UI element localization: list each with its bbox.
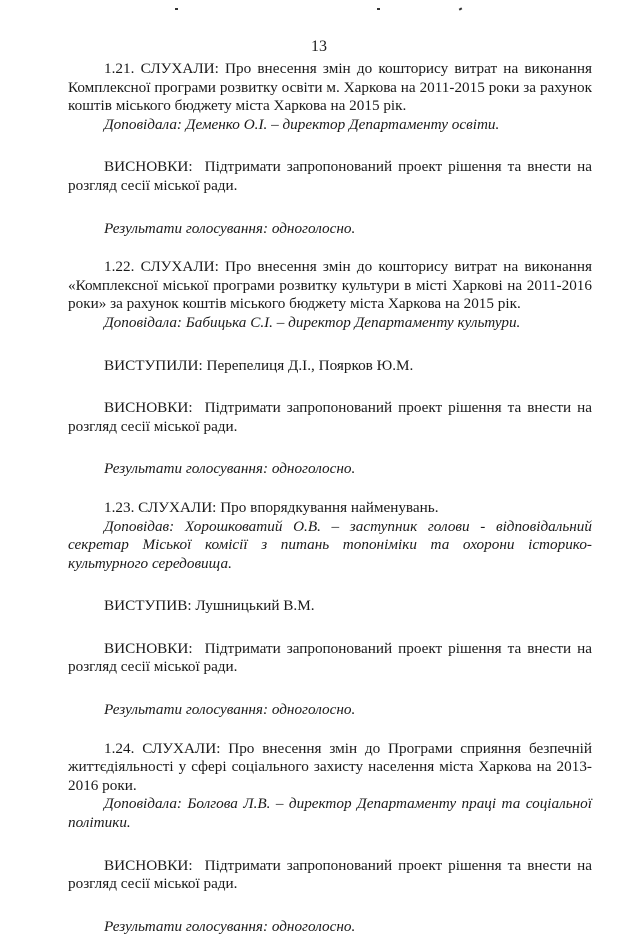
conclusion-text: Підтримати запропонований проект рішення та внести на розгляд сесії міської ради. [68, 158, 592, 194]
vote-result: Результати голосування: одноголосно. [104, 460, 356, 478]
speakers-line: ВИСТУПИВ: Лушницький В.М. [104, 597, 315, 615]
conclusion-paragraph [68, 857, 592, 894]
vote-result: Результати голосування: одноголосно. [104, 917, 356, 935]
conclusion-text: Підтримати запропонований проект рішення та внести на розгляд сесії міської ради. [68, 639, 592, 676]
conclusion-paragraph [68, 158, 592, 195]
agenda-item-1-22 [68, 258, 592, 479]
reporter-line: Доповідала: Болгова Л.В. – директор Департаменту праці та соціальної політики. [68, 795, 592, 832]
agenda-item-1-21 [68, 60, 592, 238]
reporter-line: Доповідала: Деменко О.І. – директор Департаменту освіти. [104, 115, 500, 133]
conclusion-label: ВИСНОВКИ: [104, 856, 193, 874]
vote-result: Результати голосування: одноголосно. [104, 701, 356, 719]
conclusion-paragraph [68, 399, 592, 436]
reporter-line: Доповідала: Бабицька С.І. – директор Департаменту культури. [104, 313, 521, 331]
conclusion-text: Підтримати запропонований проект рішення та внести на розгляд сесії міської ради. [68, 399, 592, 435]
page-number: 13 [311, 38, 327, 55]
heard-paragraph: 1.24. СЛУХАЛИ: Про внесення змін до Програми сприяння безпечній життєдіяльності у сфері соціального захисту населення міста Харкова на 2013-2016 роки. [68, 739, 592, 794]
conclusion-label: ВИСНОВКИ: [104, 639, 193, 657]
conclusion-paragraph [68, 640, 592, 677]
scan-mark [377, 8, 380, 10]
minutes-body [68, 60, 592, 936]
scan-mark [459, 7, 463, 10]
heard-paragraph: 1.21. СЛУХАЛИ: Про внесення змін до кошторису витрат на виконання Комплексної програми розвитку освіти м. Харкова на 2011-2015 роки за рахунок коштів міського бюджету міста Харкова на 2015 рік. [68, 60, 592, 115]
conclusion-text: Підтримати запропонований проект рішення та внести на розгляд сесії міської ради. [68, 856, 592, 893]
conclusion-label: ВИСНОВКИ: [104, 399, 193, 417]
reporter-line: Доповідав: Хорошковатий О.В. – заступник голови - відповідальний секретар Міської комісії з питань топоніміки та охорони історико-культурного середовища. [68, 517, 592, 572]
agenda-item-1-23 [68, 499, 592, 720]
agenda-item-1-24 [68, 740, 592, 936]
heard-paragraph: 1.23. СЛУХАЛИ: Про впорядкування найменувань. [104, 498, 439, 516]
heard-paragraph: 1.22. СЛУХАЛИ: Про внесення змін до кошторису витрат на виконання «Комплексної міської програми розвитку культури в місті Харкові на 2011-2016 роки» за рахунок коштів міського бюджету міста Харкова на 2015 рік. [68, 258, 592, 313]
vote-result: Результати голосування: одноголосно. [104, 219, 356, 237]
scan-mark [175, 8, 178, 10]
speakers-line: ВИСТУПИЛИ: Перепелиця Д.І., Поярков Ю.М. [104, 356, 414, 374]
conclusion-label: ВИСНОВКИ: [104, 158, 193, 176]
